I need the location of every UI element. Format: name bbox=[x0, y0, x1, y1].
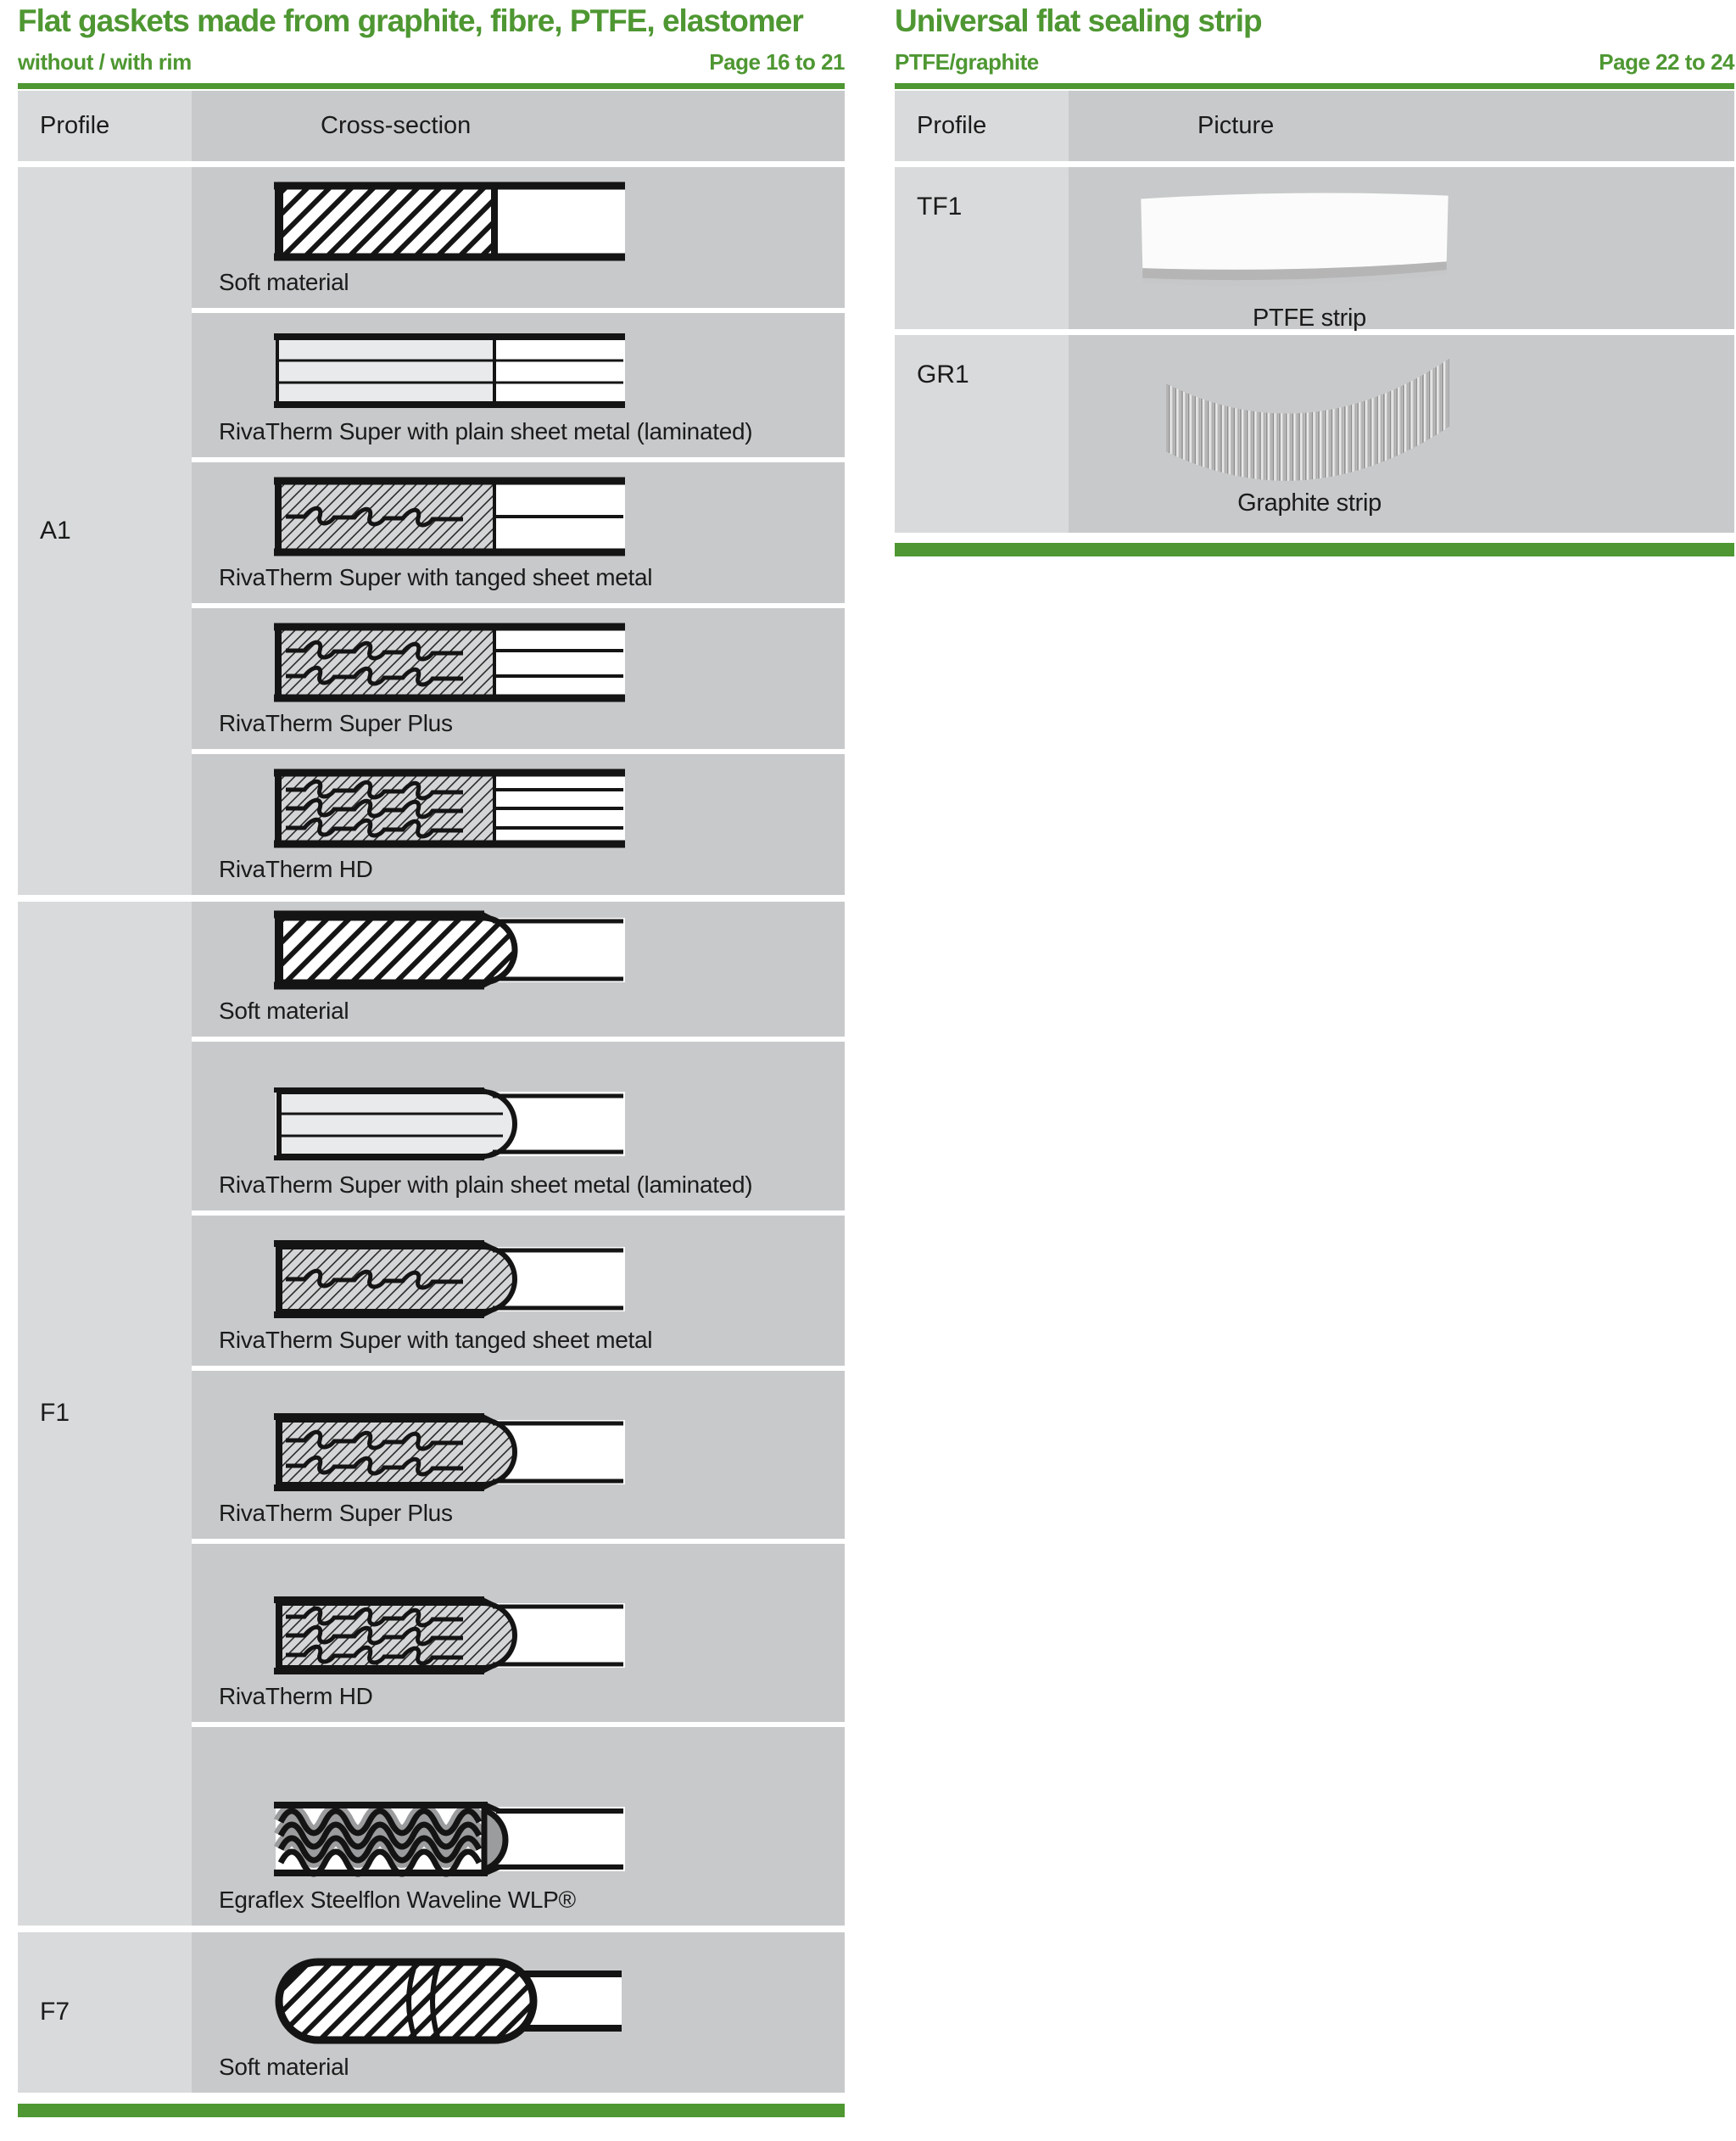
row-f1-tanged bbox=[192, 1216, 845, 1366]
left-section-title: Flat gaskets made from graphite, fibre, PTFE, elastomer bbox=[18, 3, 803, 38]
left-green-rule bbox=[18, 83, 845, 89]
profile-label-gr1: GR1 bbox=[895, 335, 1069, 533]
profile-label-a1: A1 bbox=[18, 167, 192, 895]
picture-label: PTFE strip bbox=[1253, 304, 1366, 332]
profile-label-f1: F1 bbox=[18, 902, 192, 1926]
right-table-header bbox=[895, 91, 1734, 161]
group-f1-rows bbox=[192, 902, 845, 1926]
cross-section-drawing-f1-waveline bbox=[272, 1797, 845, 1881]
flat-gaskets-section bbox=[18, 5, 845, 2117]
cross-section-drawing-f7-soft bbox=[272, 1955, 845, 2049]
left-header-cross-section: Cross-section bbox=[192, 91, 845, 161]
row-gr1 bbox=[895, 335, 1734, 533]
row-label: RivaTherm Super with tanged sheet metal bbox=[219, 563, 653, 590]
left-header-profile: Profile bbox=[18, 91, 192, 161]
right-subtitle-row bbox=[895, 49, 1734, 75]
row-f1-hd bbox=[192, 1544, 845, 1722]
row-f1-super-plus bbox=[192, 1371, 845, 1539]
row-label: RivaTherm Super with plain sheet metal (laminated) bbox=[219, 1171, 753, 1198]
left-bottom-green-bar bbox=[18, 2104, 845, 2117]
row-label: RivaTherm Super with tanged sheet metal bbox=[219, 1326, 653, 1353]
row-label: Egraflex Steelflon Waveline WLP® bbox=[219, 1886, 576, 1913]
row-label: Soft material bbox=[219, 268, 349, 295]
row-a1-soft-material bbox=[192, 167, 845, 308]
row-label: Soft material bbox=[219, 997, 349, 1024]
picture-label: Graphite strip bbox=[1237, 489, 1382, 517]
right-section-subtitle: PTFE/graphite bbox=[895, 48, 1039, 75]
cross-section-drawing-f1-laminated bbox=[272, 1082, 845, 1166]
ptfe-strip-photo bbox=[1131, 186, 1734, 301]
row-f7-soft-material bbox=[192, 1932, 845, 2093]
right-green-rule bbox=[895, 83, 1734, 89]
row-label: RivaTherm HD bbox=[219, 1682, 373, 1709]
left-section-subtitle: without / with rim bbox=[18, 48, 192, 75]
profile-group-f1 bbox=[18, 902, 845, 1926]
left-table-header bbox=[18, 91, 845, 161]
row-f1-laminated bbox=[192, 1042, 845, 1210]
profile-group-f7 bbox=[18, 1932, 845, 2093]
left-page-reference: Page 16 to 21 bbox=[709, 48, 845, 75]
cross-section-drawing-a1-hd bbox=[272, 766, 845, 851]
cross-section-drawing-a1-super-plus bbox=[272, 620, 845, 705]
right-header-picture: Picture bbox=[1069, 91, 1734, 161]
cross-section-drawing-f1-soft bbox=[272, 908, 845, 992]
row-a1-tanged bbox=[192, 462, 845, 603]
right-bottom-green-bar bbox=[895, 543, 1734, 556]
right-header-profile: Profile bbox=[895, 91, 1069, 161]
tf1-picture-cell bbox=[1069, 167, 1734, 332]
row-label: RivaTherm Super Plus bbox=[219, 709, 453, 736]
row-label: RivaTherm Super with plain sheet metal (laminated) bbox=[219, 417, 753, 444]
row-f1-waveline bbox=[192, 1727, 845, 1926]
profile-label-f7: F7 bbox=[18, 1932, 192, 2093]
graphite-strip-photo bbox=[1131, 349, 1734, 486]
row-a1-hd bbox=[192, 754, 845, 895]
row-label: RivaTherm HD bbox=[219, 855, 373, 882]
cross-section-drawing-f1-tanged bbox=[272, 1237, 845, 1322]
row-label: Soft material bbox=[219, 2053, 349, 2080]
cross-section-drawing-a1-soft bbox=[272, 179, 845, 264]
group-f7-rows bbox=[192, 1932, 845, 2093]
gr1-picture-cell bbox=[1069, 335, 1734, 533]
left-subtitle-row bbox=[18, 49, 845, 75]
profile-label-tf1: TF1 bbox=[895, 167, 1069, 329]
cross-section-drawing-f1-super-plus bbox=[272, 1410, 845, 1495]
sealing-strip-section bbox=[895, 5, 1734, 556]
right-section-title: Universal flat sealing strip bbox=[895, 3, 1262, 38]
cross-section-drawing-a1-tanged bbox=[272, 474, 845, 559]
row-a1-laminated bbox=[192, 313, 845, 457]
group-a1-rows bbox=[192, 167, 845, 895]
row-tf1 bbox=[895, 167, 1734, 332]
row-a1-super-plus bbox=[192, 608, 845, 749]
profile-group-a1 bbox=[18, 167, 845, 895]
row-f1-soft-material bbox=[192, 902, 845, 1037]
row-label: RivaTherm Super Plus bbox=[219, 1499, 453, 1526]
cross-section-drawing-a1-laminated bbox=[272, 328, 845, 413]
cross-section-drawing-f1-hd bbox=[272, 1593, 845, 1678]
right-page-reference: Page 22 to 24 bbox=[1599, 48, 1734, 75]
